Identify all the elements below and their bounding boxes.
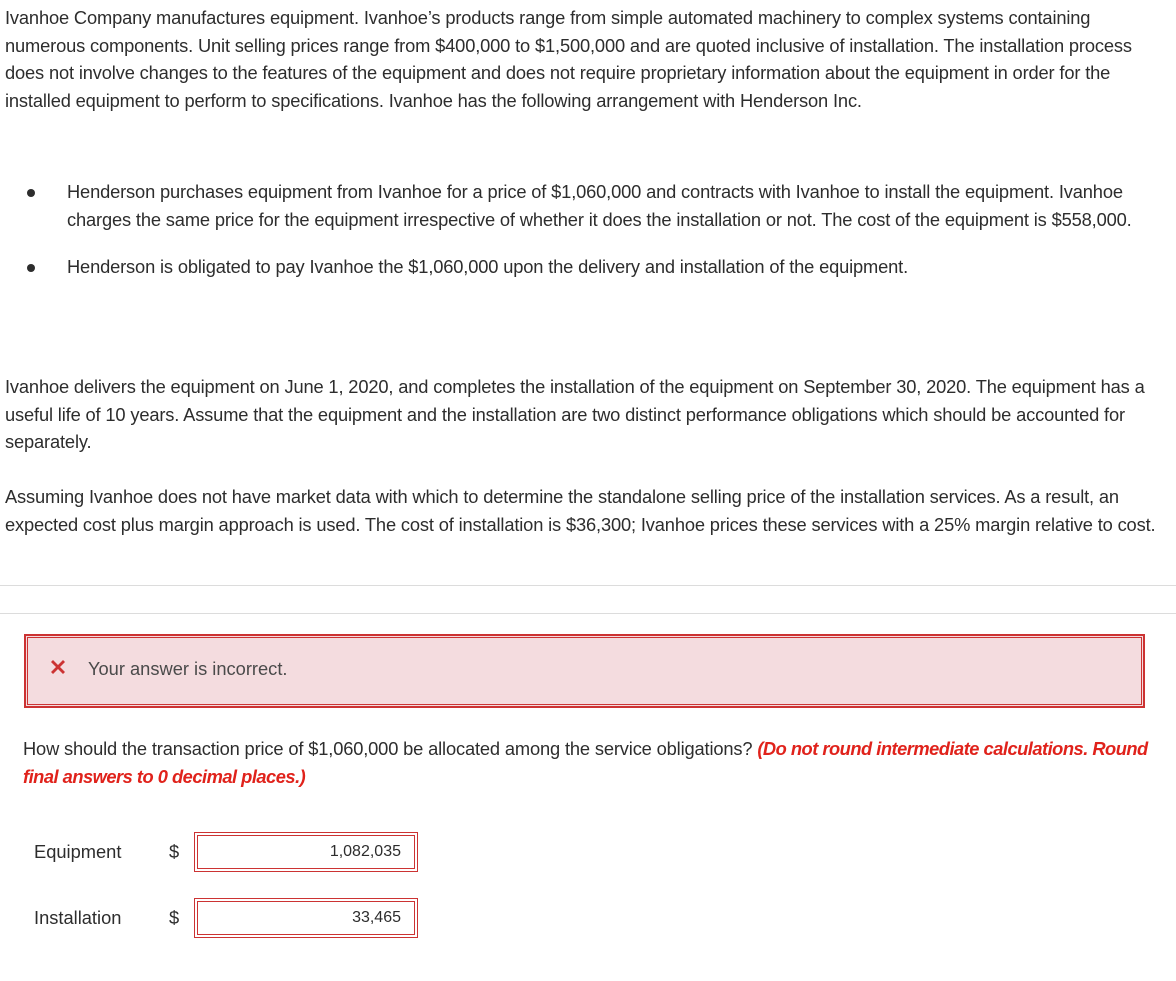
problem-intro: Ivanhoe Company manufactures equipment. Ivanhoe’s products range from simple automated machinery to complex systems containing numerous components. Unit selling prices range from $400,000 to $1,500,000 and are quoted inclusive of installation. The installation process does not involve changes to the features of the equipment and does not require proprietary information about the equipment in order for the installed equipment to perform to specifications. Ivanhoe has the following arrangement with Henderson Inc. bbox=[5, 7, 1132, 111]
arrangement-list bbox=[0, 178, 1176, 281]
currency-symbol: $ bbox=[169, 907, 180, 928]
list-item bbox=[0, 178, 1176, 233]
problem-delivery: Ivanhoe delivers the equipment on June 1, 2020, and completes the installation of the equipment on September 30, 2020. The equipment has a useful life of 10 years. Assume that the equipment and the installation are two distinct performance obligations which should be accounted for separately. bbox=[5, 376, 1145, 452]
bullet-icon bbox=[27, 189, 35, 197]
question-prompt bbox=[23, 735, 1153, 791]
question-text: How should the transaction price of $1,060,000 be allocated among the service obligations? bbox=[23, 738, 758, 759]
feedback-banner bbox=[24, 634, 1145, 708]
problem-assumption: Assuming Ivanhoe does not have market data with which to determine the standalone selling price of the installation services. As a result, an expected cost plus margin approach is used. The cost of installation is $36,300; Ivanhoe prices these services with a 25% margin relative to cost. bbox=[5, 486, 1156, 535]
answer-box bbox=[194, 898, 418, 938]
list-item-text: Henderson purchases equipment from Ivanhoe for a price of $1,060,000 and contracts with Ivanhoe to install the equipment. Ivanhoe charges the same price for the equipment irrespective of whether it does the installation or not. The cost of the equipment is $558,000. bbox=[67, 181, 1132, 230]
answer-label: Equipment bbox=[34, 841, 122, 862]
answer-box bbox=[194, 832, 418, 872]
divider bbox=[0, 613, 1176, 614]
question-instruction: (Do not round intermediate calculations. Round final answers to 0 decimal places.) bbox=[23, 738, 1148, 787]
feedback-message: Your answer is incorrect. bbox=[88, 658, 288, 679]
bullet-icon bbox=[27, 264, 35, 272]
answer-label: Installation bbox=[34, 907, 122, 928]
x-icon bbox=[48, 657, 68, 677]
currency-symbol: $ bbox=[169, 841, 180, 862]
divider bbox=[0, 585, 1176, 586]
list-item bbox=[0, 253, 1176, 281]
list-item-text: Henderson is obligated to pay Ivanhoe the $1,060,000 upon the delivery and installation of the equipment. bbox=[67, 256, 909, 277]
installation-input[interactable] bbox=[199, 903, 413, 933]
equipment-input[interactable] bbox=[199, 837, 413, 867]
